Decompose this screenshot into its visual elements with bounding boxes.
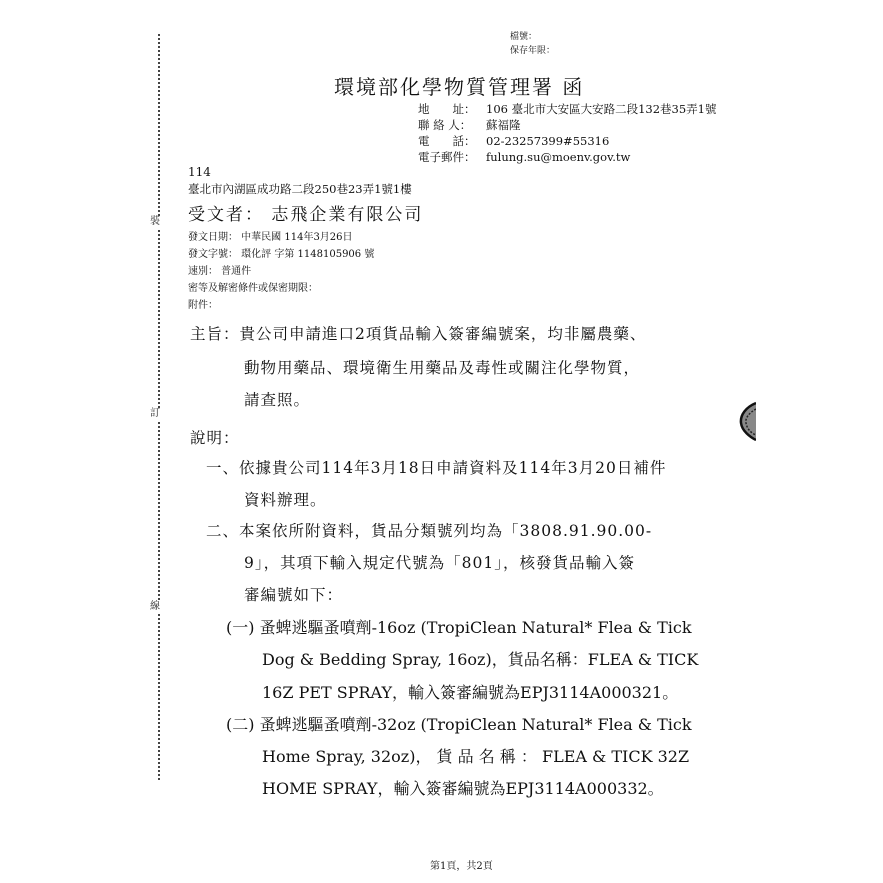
binding-mark-xian: 線 bbox=[150, 601, 160, 612]
person-value: 蘇福隆 bbox=[486, 118, 521, 132]
subject-text-1: 貴公司申請進口2項貨品輸入簽審編號案，均非屬農藥、 bbox=[239, 325, 647, 343]
binding-mark-ding: 訂 bbox=[150, 408, 160, 419]
document-title: 環境部化學物質管理署 函 bbox=[334, 75, 585, 99]
recipient: 受文者： 志飛企業有限公司 bbox=[188, 205, 424, 225]
item-2-line-2: Home Spray, 32oz)， 貨 品 名 稱 ： FLEA & TICK 32Z bbox=[262, 747, 690, 766]
item-1-line-3: 16Z PET SPRAY，輸入簽審編號為EPJ3114A000321。 bbox=[262, 683, 679, 702]
file-number-label: 檔號： bbox=[510, 32, 538, 42]
contact-email bbox=[418, 149, 630, 165]
delivery-speed: 速別： 普通件 bbox=[188, 266, 252, 277]
item-1-line-1: (一) 蚤蜱逃驅蚤噴劑-16oz (TropiClean Natural* Flea & Tick bbox=[226, 618, 692, 637]
item-1-line-2: Dog & Bedding Spray, 16oz)，貨品名稱：FLEA & TICK bbox=[262, 650, 699, 669]
explanation-point-1-line-1: 一、依據貴公司114年3月18日申請資料及114年3月20日補件 bbox=[206, 459, 667, 477]
phone-value: 02-23257399#55316 bbox=[486, 134, 610, 148]
partial-seal-stamp bbox=[738, 401, 756, 441]
postal-code: 114 bbox=[188, 165, 211, 179]
attachments: 附件： bbox=[188, 300, 218, 311]
issue-date: 發文日期： 中華民國 114年3月26日 bbox=[188, 232, 353, 243]
binding-mark-zhuang: 裝 bbox=[150, 216, 160, 227]
explanation-label: 說明： bbox=[190, 429, 240, 447]
email-label: 電子郵件： bbox=[418, 150, 476, 164]
subject-line-2: 動物用藥品、環境衛生用藥品及毒性或關注化學物質， bbox=[244, 359, 641, 377]
phone-label: 電 話： bbox=[418, 134, 476, 148]
explanation-point-2-line-2: 9」，其項下輸入規定代號為「801」，核發貨品輸入簽 bbox=[244, 554, 635, 572]
explanation-point-1-line-2: 資料辦理。 bbox=[244, 491, 327, 509]
item-2-line-1: (二) 蚤蜱逃驅蚤噴劑-32oz (TropiClean Natural* Flea & Tick bbox=[226, 715, 692, 734]
retention-period-label: 保存年限： bbox=[510, 46, 556, 56]
email-value: fulung.su@moenv.gov.tw bbox=[486, 150, 631, 164]
subject-line-3: 請查照。 bbox=[244, 391, 311, 409]
address-label: 地 址： bbox=[418, 102, 476, 116]
binding-dotted-line bbox=[158, 34, 160, 780]
contact-address bbox=[418, 101, 717, 117]
person-label: 聯 絡 人： bbox=[418, 118, 472, 132]
explanation-point-2-line-1: 二、本案依所附資料，貨品分類號列均為「3808.91.90.00- bbox=[206, 522, 653, 540]
address-value: 106 臺北市大安區大安路二段132巷35弄1號 bbox=[486, 102, 717, 116]
recipient-address: 臺北市內湖區成功路二段250巷23弄1號1樓 bbox=[188, 182, 412, 196]
secrecy-level: 密等及解密條件或保密期限： bbox=[188, 283, 318, 294]
explanation-point-2-line-3: 審編號如下： bbox=[244, 586, 344, 604]
contact-phone bbox=[418, 133, 609, 149]
document-number: 發文字號： 環化評 字第 1148105906 號 bbox=[188, 249, 375, 260]
subject-line-1 bbox=[190, 322, 646, 344]
page-number: 第1頁，共2頁 bbox=[430, 861, 493, 872]
contact-person bbox=[418, 117, 521, 133]
item-2-line-3: HOME SPRAY，輸入簽審編號為EPJ3114A000332。 bbox=[262, 779, 664, 798]
subject-label: 主旨： bbox=[190, 325, 240, 343]
